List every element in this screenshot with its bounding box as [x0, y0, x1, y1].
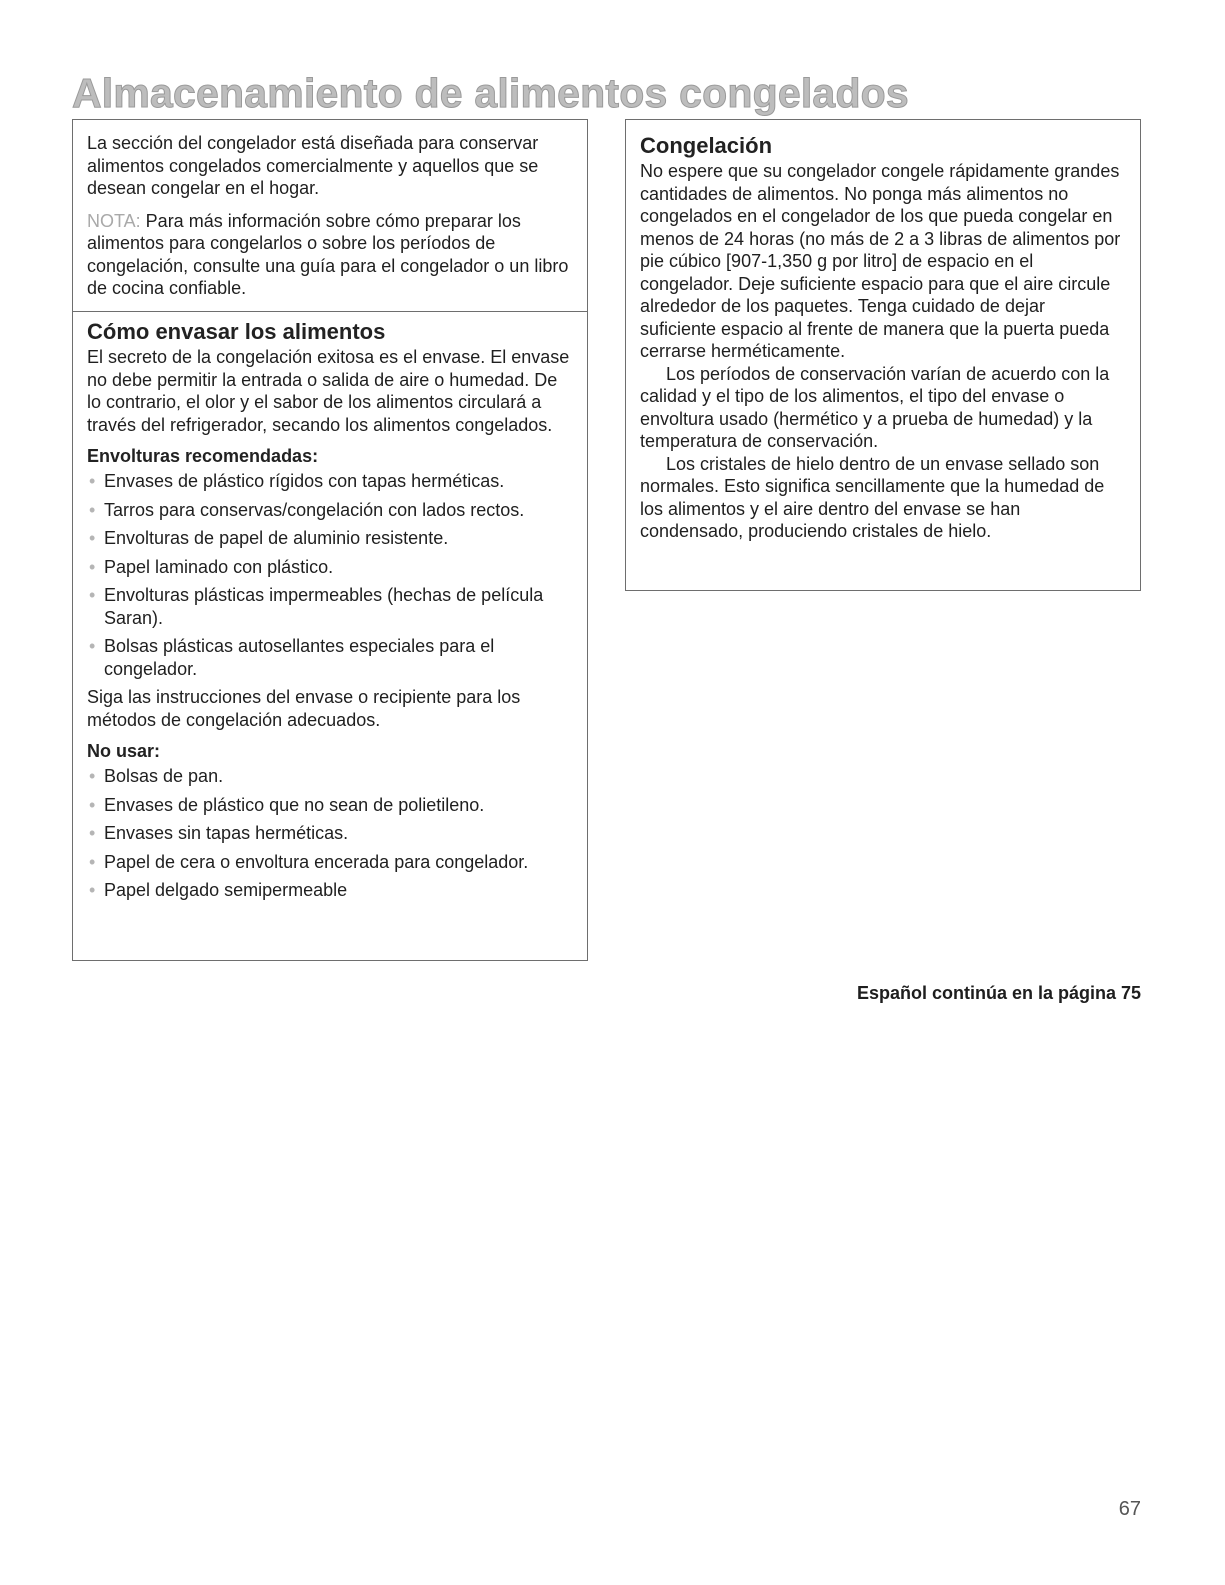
list-item — [87, 794, 573, 817]
recommended-list — [87, 470, 573, 680]
bullet-icon: • — [89, 585, 96, 605]
bullet-icon: • — [89, 851, 96, 872]
list-item — [87, 765, 573, 788]
note-label: NOTA: — [87, 210, 141, 231]
freezing-heading: Congelación — [640, 133, 773, 158]
list-item — [87, 879, 573, 902]
intro-paragraph: La sección del congelador está diseñada para conservar alimentos congelados comercialmente y aquellos que se desean congelar en el hogar. — [87, 133, 539, 198]
list-item-text: Envases de plástico que no sean de polietileno. — [104, 794, 485, 815]
list-item — [87, 851, 573, 874]
donot-list — [87, 765, 573, 902]
bullet-icon: • — [89, 556, 96, 577]
note-paragraph — [87, 210, 573, 300]
list-item — [87, 584, 573, 629]
bullet-icon: • — [89, 471, 96, 491]
list-item-text: Bolsas plásticas autosellantes especiales para el congelador. — [104, 636, 495, 679]
bullet-icon: • — [89, 794, 96, 815]
bullet-icon: • — [89, 499, 96, 520]
continue-note: Español continúa en la página 75 — [856, 983, 1141, 1003]
list-item-text: Papel de cera o envoltura encerada para congelador. — [104, 851, 529, 872]
freezing-paragraph-1: No espere que su congelador congele rápidamente grandes cantidades de alimentos. No ponga más alimentos no congelados en el congelador de los que pueda congelar en menos de 24 horas (no más de 2 a 3 libras de alimentos por pie cúbico [907-1,350 g por litro] de espacio en el congelador. Deje suficiente espacio para que el aire circule alrededor de los paquetes. Tenga cuidado de dejar suficiente espacio al frente de manera que la puerta pueda cerrarse herméticamente. — [640, 161, 1121, 361]
recommended-heading: Envolturas recomendadas: — [87, 446, 319, 466]
list-item — [87, 527, 573, 550]
list-item-text: Bolsas de pan. — [104, 766, 224, 786]
note-text: Para más información sobre cómo preparar los alimentos para congelarlos o sobre los períodos de congelación, consulte una guía para el congelador o un libro de cocina confiable. — [87, 210, 569, 298]
bullet-icon: • — [89, 766, 96, 786]
list-item — [87, 499, 573, 522]
donot-heading: No usar: — [87, 741, 161, 761]
list-item-text: Tarros para conservas/congelación con lados rectos. — [104, 499, 525, 520]
list-item — [87, 470, 573, 493]
bullet-icon: • — [89, 528, 96, 548]
list-item-text: Envases sin tapas herméticas. — [104, 823, 349, 843]
list-item-text: Envolturas plásticas impermeables (hechas de película Saran). — [104, 585, 544, 628]
instructions-paragraph: Siga las instrucciones del envase o recipiente para los métodos de congelación adecuados. — [87, 687, 521, 730]
page-number: 67 — [1118, 1498, 1141, 1520]
packaging-box — [72, 311, 588, 961]
page-title: Almacenamiento de alimentos congelados — [72, 70, 909, 116]
list-item — [87, 822, 573, 845]
bullet-icon: • — [89, 880, 96, 900]
freezing-paragraph-3: Los cristales de hielo dentro de un envase sellado son normales. Esto significa sencillamente que la humedad de los alimentos y el aire dentro del envase se han condensado, produciendo cristales de hielo. — [640, 453, 1105, 541]
freezing-paragraph-2: Los períodos de conservación varían de acuerdo con la calidad y el tipo de los alimentos, el tipo del envase o envoltura usado (hermético y a prueba de humedad) y la temperatura de conservación. — [640, 363, 1110, 451]
list-item-text: Envases de plástico rígidos con tapas herméticas. — [104, 471, 505, 491]
packaging-heading: Cómo envasar los alimentos — [87, 319, 386, 344]
packaging-paragraph: El secreto de la congelación exitosa es el envase. El envase no debe permitir la entrada o salida de aire o humedad. De lo contrario, el olor y el sabor de los alimentos circulará a través del refrigerador, secando los alimentos congelados. — [87, 347, 570, 435]
list-item-text: Envolturas de papel de aluminio resistente. — [104, 528, 449, 548]
list-item — [87, 635, 573, 680]
list-item — [87, 556, 573, 579]
intro-box — [72, 119, 588, 312]
list-item-text: Papel delgado semipermeable — [104, 880, 348, 900]
freezing-box — [625, 119, 1141, 591]
bullet-icon: • — [89, 823, 96, 843]
list-item-text: Papel laminado con plástico. — [104, 556, 334, 577]
bullet-icon: • — [89, 636, 96, 656]
